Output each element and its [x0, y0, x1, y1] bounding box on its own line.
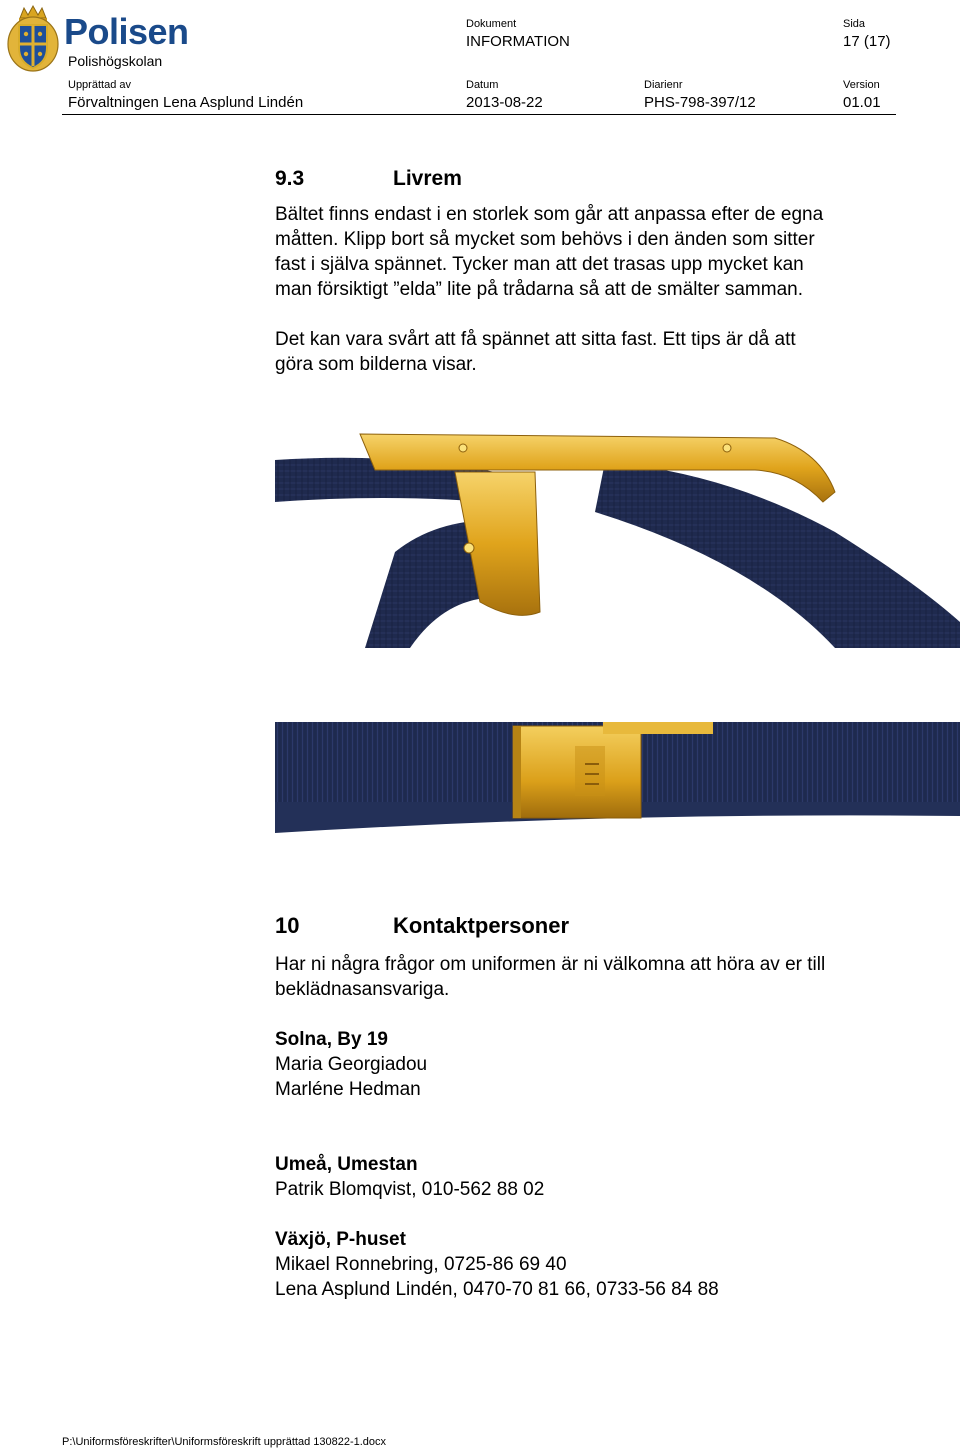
contact-group-vaxjo	[275, 1227, 915, 1302]
section-9-3-paragraph-1: Bältet finns endast i en storlek som går att anpassa efter de egna måtten. Klipp bort så mycket som behövs i den änden som sitter fast i själva spännet. Tycker man att det trasas upp mycket kan man försiktigt ”elda” lite på trådarna så att de smälter samman.	[275, 204, 824, 300]
contact-person: Lena Asplund Lindén, 0470-70 81 66, 0733-56 84 88	[275, 1279, 719, 1300]
brand-title: Polisen	[64, 11, 189, 52]
header-divider	[62, 114, 896, 115]
section-10-intro: Har ni några frågor om uniformen är ni välkomna att höra av er till beklädnasansvariga.	[275, 954, 826, 1000]
section-9-3-paragraph-2: Det kan vara svårt att få spännet att sitta fast. Ett tips är då att göra som bilderna visar.	[275, 329, 796, 375]
contact-place: Växjö, P-huset	[275, 1229, 406, 1250]
polisen-crest-logo	[6, 4, 60, 74]
section-9-3-title: Livrem	[393, 167, 462, 190]
contact-person: Marléne Hedman	[275, 1079, 421, 1100]
version-value: 01.01	[843, 94, 881, 111]
contact-group-umea	[275, 1152, 915, 1202]
belt-buckle-photo-2	[275, 716, 960, 833]
brand-subtitle: Polishögskolan	[68, 53, 163, 69]
contact-group-solna	[275, 1027, 915, 1102]
upprattad-value: Förvaltningen Lena Asplund Lindén	[68, 94, 304, 111]
contact-person: Mikael Ronnebring, 0725-86 69 40	[275, 1254, 567, 1275]
footer-file-path: P:\Uniformsföreskrifter\Uniformsföreskrift upprättad 130822-1.docx	[62, 1436, 387, 1448]
datum-label: Datum	[466, 79, 499, 91]
contact-place: Solna, By 19	[275, 1029, 388, 1050]
section-9-3-number: 9.3	[275, 167, 305, 190]
dokument-label: Dokument	[466, 18, 517, 30]
diarienr-value: PHS-798-397/12	[644, 94, 756, 111]
contact-place: Umeå, Umestan	[275, 1154, 418, 1175]
dokument-value: INFORMATION	[466, 33, 570, 50]
belt-buckle-photo-1	[275, 432, 960, 648]
contact-person: Maria Georgiadou	[275, 1054, 428, 1075]
diarienr-label: Diarienr	[644, 79, 683, 91]
datum-value: 2013-08-22	[466, 94, 543, 111]
section-10-number: 10	[275, 913, 300, 938]
upprattad-label: Upprättad av	[68, 79, 131, 91]
section-10-title: Kontaktpersoner	[393, 913, 570, 938]
version-label: Version	[843, 79, 880, 91]
contact-person: Patrik Blomqvist, 010-562 88 02	[275, 1179, 545, 1200]
sida-label: Sida	[843, 18, 866, 30]
sida-value: 17 (17)	[843, 33, 891, 50]
